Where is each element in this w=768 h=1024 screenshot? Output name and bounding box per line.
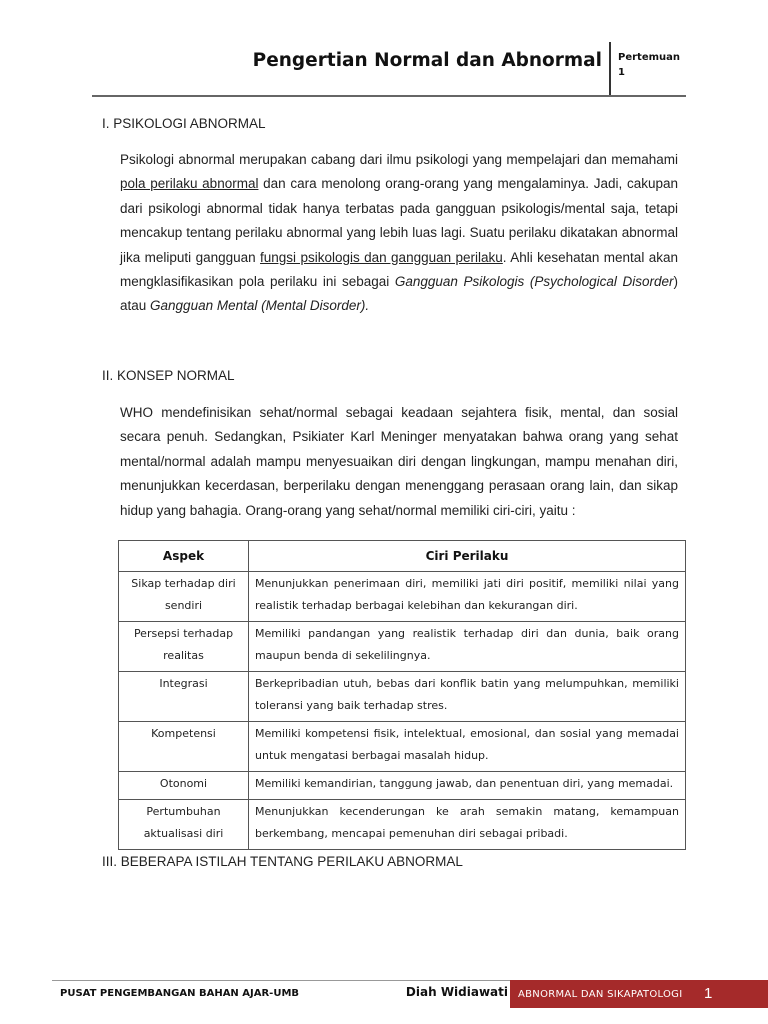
text-run: Psikologi abnormal merupakan cabang dari ilmu psikologi yang mempelajari dan memahami: [120, 152, 678, 167]
ciri-perilaku-cell: Memiliki kompetensi fisik, intelektual, emosional, dan sosial yang memadai untuk mengatasi berbagai masalah hidup.: [249, 722, 686, 772]
footer-institution: PUSAT PENGEMBANGAN BAHAN AJAR-UMB: [60, 988, 300, 999]
page-header: [92, 42, 686, 97]
ciri-perilaku-cell: Memiliki pandangan yang realistik terhadap diri dan dunia, baik orang maupun benda di sekelilingnya.: [249, 622, 686, 672]
paragraph-konsep-normal: WHO mendefinisikan sehat/normal sebagai keadaan sejahtera fisik, mental, dan sosial secara penuh. Sedangkan, Psikiater Karl Meninger menyatakan bahwa orang yang sehat mental/normal adalah mampu menyesuaikan diri dengan lingkungan, mampu menahan diri, menunjukkan kecerdasan, berperilaku dengan menenggang perasaan orang lain, dan sikap hidup yang bahagia. Orang-orang yang sehat/normal memiliki ciri-ciri, yaitu :: [120, 405, 678, 518]
ciri-perilaku-cell: Memiliki kemandirian, tanggung jawab, dan penentuan diri, yang memadai.: [249, 772, 686, 800]
table-header-row: [119, 541, 686, 572]
aspek-cell: Kompetensi: [119, 722, 249, 772]
table-row: [119, 722, 686, 772]
table-row: [119, 672, 686, 722]
page-number: 1: [704, 985, 713, 1002]
footer-author: Diah Widiawati: [405, 985, 508, 999]
aspek-cell: Sikap terhadap diri sendiri: [119, 572, 249, 622]
paragraph-psikologi-abnormal: [120, 148, 678, 319]
section-heading-istilah-abnormal: III. BEBERAPA ISTILAH TENTANG PERILAKU ABNORMAL: [102, 854, 463, 869]
page-title: Pengertian Normal dan Abnormal: [252, 50, 602, 71]
text-run: ) atau: [120, 274, 678, 314]
aspek-cell: Persepsi terhadap realitas: [119, 622, 249, 672]
link-pola-perilaku-abnormal[interactable]: pola perilaku abnormal: [120, 176, 259, 192]
text-run: dan cara menolong orang-orang yang mengalaminya. Jadi, cakupan dari psikologi abnormal tidak hanya terbatas pada gangguan psikologis/mental saja, tetapi mencakup tentang perilaku abnormal yang lebih luas lagi. Suatu perilaku dikatakan abnormal jika meliputi gangguan: [120, 176, 678, 265]
footer-course-title: ABNORMAL DAN SIKAPATOLOGI: [518, 989, 683, 1000]
header-rule: [92, 95, 686, 97]
aspek-cell: Pertumbuhan aktualisasi diri: [119, 800, 249, 850]
aspek-cell: Integrasi: [119, 672, 249, 722]
meeting-label: Pertemuan 1: [618, 52, 681, 78]
header-divider: [609, 42, 611, 97]
italic-term: Gangguan Psikologis (Psychological Disorder: [394, 274, 674, 290]
table-row: [119, 622, 686, 672]
link-fungsi-psikologis[interactable]: fungsi psikologis dan gangguan perilaku: [260, 249, 503, 265]
section-heading-konsep-normal: II. KONSEP NORMAL: [102, 368, 235, 383]
table-row: [119, 800, 686, 850]
ciri-perilaku-cell: Berkepribadian utuh, bebas dari konflik batin yang melumpuhkan, memiliki toleransi yang baik terhadap stres.: [249, 672, 686, 722]
section-heading-psikologi-abnormal: I. PSIKOLOGI ABNORMAL: [102, 116, 266, 131]
italic-term: Gangguan Mental (Mental Disorder).: [150, 298, 370, 314]
table-row: [119, 572, 686, 622]
ciri-perilaku-cell: Menunjukkan kecenderungan ke arah semakin matang, kemampuan berkembang, mencapai pemenuhan diri sebagai pribadi.: [249, 800, 686, 850]
text-run: . Ahli kesehatan mental akan mengklasifikasikan pola perilaku ini sebagai: [120, 249, 678, 290]
column-header-aspek: Aspek: [119, 541, 249, 572]
ciri-perilaku-cell: Menunjukkan penerimaan diri, memiliki jati diri positif, memiliki nilai yang realistik terhadap berbagai kelebihan dan kekurangan diri.: [249, 572, 686, 622]
table-row: [119, 772, 686, 800]
footer-course-bar: [510, 980, 768, 1008]
column-header-ciri-perilaku: Ciri Perilaku: [249, 541, 686, 572]
aspek-cell: Otonomi: [119, 772, 249, 800]
aspek-table: [118, 540, 686, 850]
